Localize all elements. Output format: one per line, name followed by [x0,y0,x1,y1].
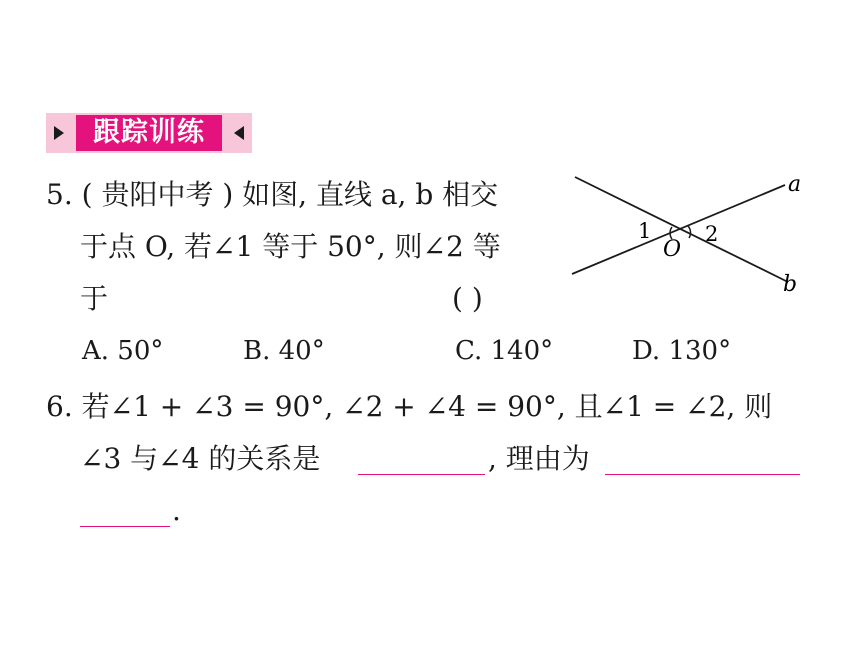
q5-line2: 于点 O, 若∠1 等于 50°, 则∠2 等 [80,230,501,263]
section-banner [46,113,252,153]
triangle-left-icon [234,126,244,140]
label-angle-2: 2 [705,222,719,246]
label-angle-1: 1 [638,219,652,243]
q5-line3: 于 [80,282,109,315]
q5-option-a: A. 50° [82,336,164,366]
q6-line3-end: . [172,494,181,527]
q5-option-d: D. 130° [632,336,732,366]
q5-answer-paren: ( ) [452,282,483,315]
q6-line1: 6. 若∠1 + ∠3 = 90°, ∠2 + ∠4 = 90°, 且∠1 = ∠2, 则 [46,390,773,423]
banner-label: 跟踪训练 [76,115,222,151]
q6-line2-a: ∠3 与∠4 的关系是 [80,442,321,475]
label-o: O [663,237,682,262]
q6-line2-b: , 理由为 [488,442,590,475]
label-a: a [788,172,802,197]
q6-answer-blank-reason[interactable] [605,474,800,475]
q6-answer-blank-reason-cont[interactable] [80,526,170,527]
q5-line1: 5. ( 贵阳中考 ) 如图, 直线 a, b 相交 [46,178,499,211]
q5-option-b: B. 40° [243,336,325,366]
triangle-right-icon [54,126,64,140]
label-b: b [783,272,798,297]
q6-answer-blank-relation[interactable] [358,474,485,475]
q5-option-c: C. 140° [455,336,554,366]
line-b [575,177,788,282]
intersecting-lines-figure [560,165,820,300]
